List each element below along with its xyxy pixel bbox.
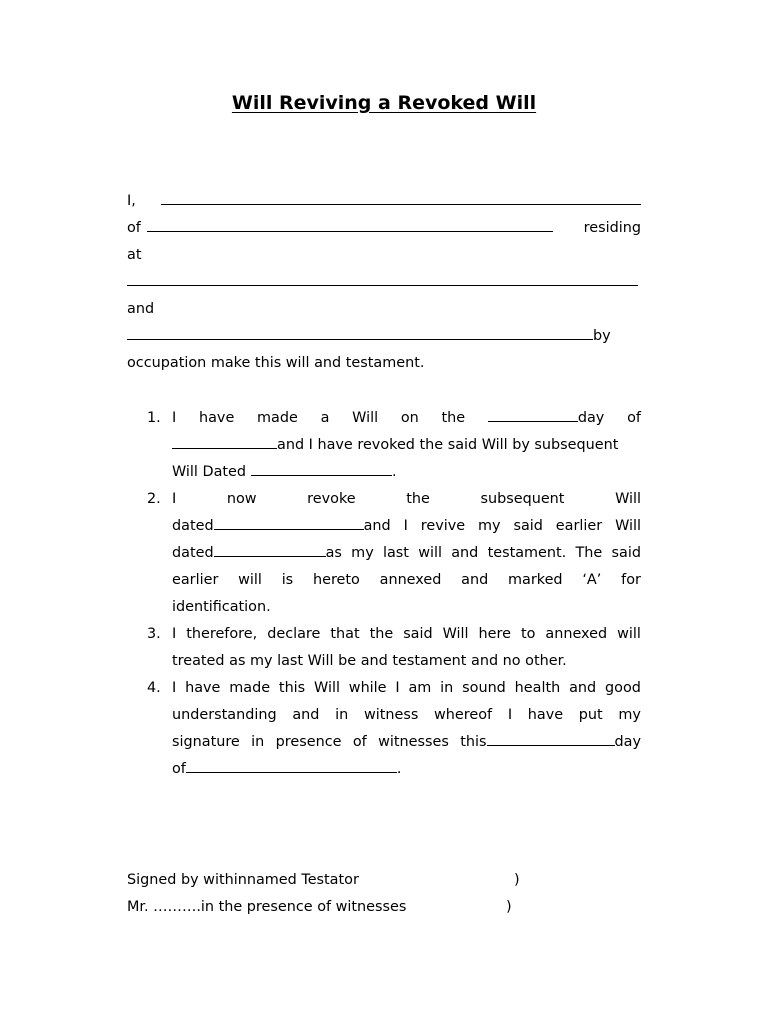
word: marked bbox=[508, 572, 563, 588]
signature-witnesses-text: Mr. ……….in the presence of witnesses bbox=[127, 899, 407, 915]
clause-text: and I have revoked the said Will by subsequent bbox=[277, 437, 619, 453]
word: hereto bbox=[312, 572, 360, 588]
clause-line bbox=[172, 540, 641, 567]
clause-line bbox=[172, 594, 641, 621]
word: declare bbox=[267, 626, 321, 642]
clause-text: signature in presence of witnesses this bbox=[172, 734, 487, 750]
intro-by-label: by bbox=[593, 328, 611, 344]
signature-bracket: ) bbox=[514, 872, 520, 888]
document-title: Will Reviving a Revoked Will bbox=[231, 92, 537, 114]
clause-item bbox=[147, 405, 641, 486]
word: I bbox=[172, 680, 177, 696]
word: am bbox=[408, 680, 432, 696]
word: a bbox=[320, 410, 330, 426]
period: . bbox=[396, 761, 402, 777]
word: Will bbox=[442, 626, 469, 642]
signature-line-testator bbox=[127, 867, 647, 894]
intro-line-and bbox=[127, 296, 641, 323]
clause-item bbox=[147, 486, 641, 621]
clause-line bbox=[172, 648, 641, 675]
word: I bbox=[172, 626, 177, 642]
intro-line-occupation bbox=[127, 323, 641, 350]
word: is bbox=[281, 572, 294, 588]
clause-number: 2. bbox=[147, 491, 161, 507]
clause-item bbox=[147, 675, 641, 783]
word: I bbox=[507, 707, 513, 723]
intro-line-at bbox=[127, 242, 641, 269]
word: my bbox=[618, 707, 641, 723]
word: ‘A’ bbox=[582, 572, 602, 588]
clause-number: 3. bbox=[147, 626, 161, 642]
clause-text: as my last will and testament. The said bbox=[325, 545, 641, 561]
word: therefore, bbox=[186, 626, 258, 642]
word: in bbox=[440, 680, 454, 696]
clause-line bbox=[172, 729, 641, 756]
intro-and-label: and bbox=[127, 301, 155, 317]
word: Will bbox=[314, 680, 340, 696]
clause-line bbox=[172, 702, 641, 729]
clause-text: day bbox=[614, 734, 641, 750]
clause-text: dated bbox=[172, 518, 214, 534]
intro-of-label: of bbox=[127, 220, 141, 236]
father-name-blank bbox=[147, 215, 553, 232]
clause-line bbox=[172, 621, 641, 648]
word: annexed bbox=[545, 626, 608, 642]
clause-line bbox=[172, 459, 641, 486]
word: subsequent bbox=[480, 491, 565, 507]
signature-bracket: ) bbox=[506, 899, 512, 915]
clause-text: of bbox=[172, 761, 186, 777]
word: and bbox=[569, 680, 597, 696]
word: while bbox=[348, 680, 387, 696]
word: earlier bbox=[172, 572, 219, 588]
intro-line-name bbox=[127, 188, 641, 215]
clause-number: 4. bbox=[147, 680, 161, 696]
period: . bbox=[392, 464, 397, 480]
word: understanding bbox=[172, 707, 277, 723]
word: in bbox=[335, 707, 349, 723]
will-date-day-group bbox=[488, 405, 604, 432]
word: I bbox=[172, 410, 177, 426]
word: the bbox=[369, 626, 394, 642]
word: said bbox=[403, 626, 433, 642]
subsequent-will-date-blank bbox=[251, 459, 392, 476]
word: have bbox=[185, 680, 221, 696]
intro-closing-text: occupation make this will and testament. bbox=[127, 355, 425, 371]
word: and bbox=[461, 572, 489, 588]
word: witness bbox=[363, 707, 419, 723]
name-blank bbox=[161, 188, 641, 205]
signature-line-witnesses bbox=[127, 894, 647, 921]
word: and bbox=[292, 707, 320, 723]
word: the bbox=[406, 491, 430, 507]
intro-i-label: I, bbox=[127, 193, 136, 209]
word: I bbox=[395, 680, 400, 696]
word: I bbox=[172, 491, 177, 507]
word: the bbox=[441, 410, 466, 426]
word: here bbox=[478, 626, 511, 642]
word: will bbox=[238, 572, 262, 588]
clause-line bbox=[172, 675, 641, 702]
clause-line bbox=[172, 432, 641, 459]
intro-block bbox=[127, 188, 641, 377]
word: revoke bbox=[307, 491, 356, 507]
clause-text: dated bbox=[172, 545, 214, 561]
word: put bbox=[578, 707, 603, 723]
clauses-list bbox=[147, 405, 641, 783]
word: have bbox=[198, 410, 235, 426]
clause-line bbox=[172, 756, 641, 783]
word: made bbox=[229, 680, 271, 696]
clause-line bbox=[172, 405, 641, 432]
word: Will bbox=[615, 491, 641, 507]
subsequent-will-date-blank-2 bbox=[214, 513, 364, 530]
word: to bbox=[520, 626, 536, 642]
clause-line bbox=[172, 486, 641, 513]
clause-line-text bbox=[172, 432, 618, 459]
clause-line bbox=[172, 567, 641, 594]
word: annexed bbox=[379, 572, 442, 588]
word: have bbox=[527, 707, 564, 723]
will-month-blank bbox=[172, 432, 277, 449]
word: of bbox=[627, 410, 641, 426]
word: on bbox=[400, 410, 419, 426]
witness-month-blank bbox=[186, 756, 397, 773]
word: whereof bbox=[434, 707, 493, 723]
witness-day-blank bbox=[487, 729, 615, 746]
clause-text: treated as my last Will be and testament and no other. bbox=[172, 653, 567, 669]
clause-text: identification. bbox=[172, 599, 271, 615]
word: now bbox=[226, 491, 257, 507]
clause-line bbox=[172, 513, 641, 540]
intro-residing-label: residing bbox=[583, 220, 641, 236]
word: that bbox=[330, 626, 360, 642]
word: made bbox=[257, 410, 298, 426]
signature-testator-text: Signed by withinnamed Testator bbox=[127, 872, 359, 888]
will-day-blank bbox=[488, 405, 578, 422]
clause-number: 1. bbox=[147, 410, 161, 426]
clause-item bbox=[147, 621, 641, 675]
word: health bbox=[514, 680, 561, 696]
intro-at-label: at bbox=[127, 247, 142, 263]
clause-text: Will Dated bbox=[172, 464, 247, 480]
clause-text: and I revive my said earlier Will bbox=[363, 518, 641, 534]
word: this bbox=[278, 680, 306, 696]
word: for bbox=[621, 572, 641, 588]
earlier-will-date-blank bbox=[214, 540, 326, 557]
intro-line-closing bbox=[127, 350, 641, 377]
word: good bbox=[605, 680, 641, 696]
word: Will bbox=[352, 410, 379, 426]
intro-line-address bbox=[127, 269, 641, 296]
intro-line-of bbox=[127, 215, 641, 242]
word: day bbox=[577, 410, 605, 426]
occupation-blank bbox=[127, 323, 593, 340]
word: sound bbox=[462, 680, 506, 696]
word: will bbox=[617, 626, 641, 642]
address-blank bbox=[127, 269, 638, 286]
